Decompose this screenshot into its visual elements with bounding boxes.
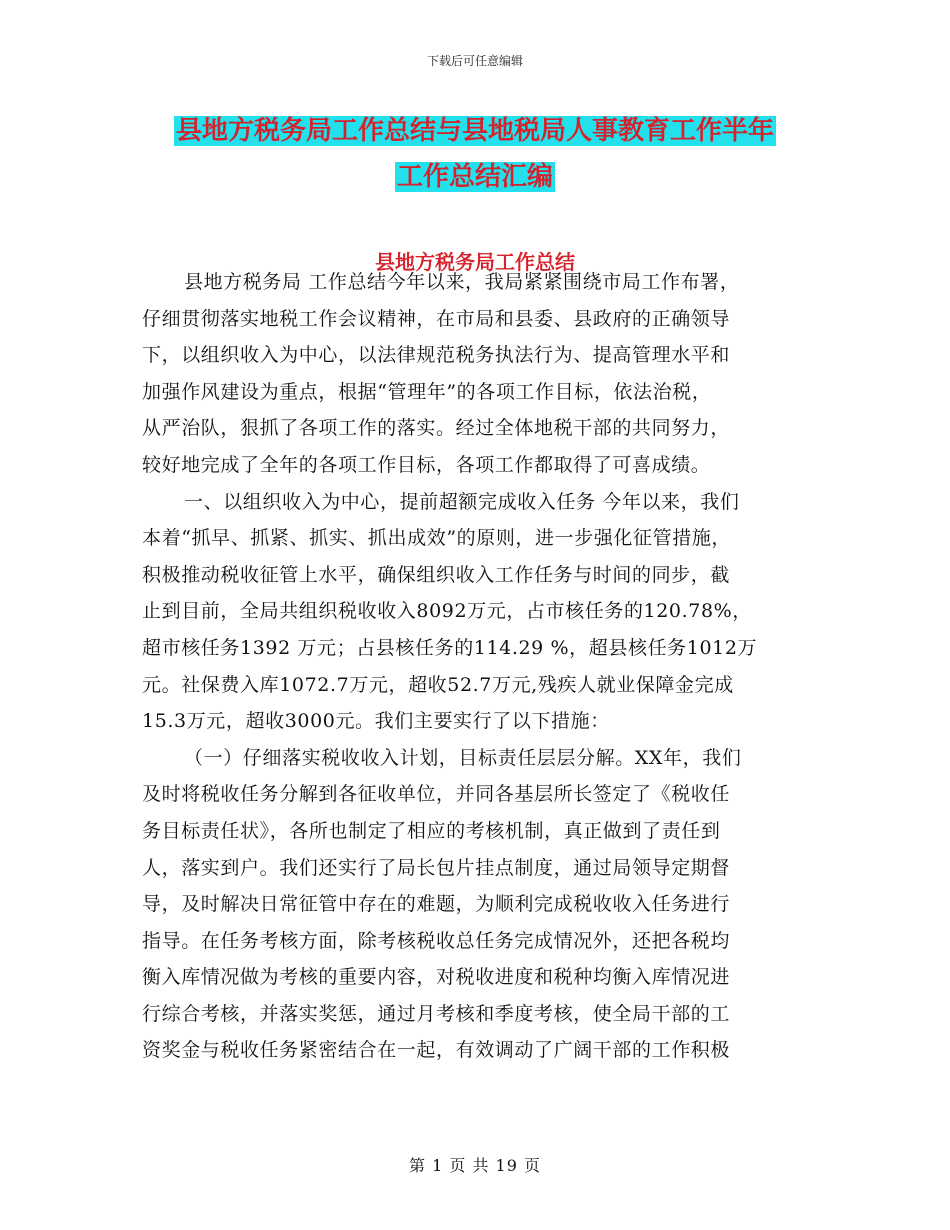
body-line: 加强作风建设为重点，根据“管理年”的各项工作目标，依法治税， bbox=[142, 380, 712, 403]
body-line: 衡入库情况做为考核的重要内容，对税收进度和税种均衡入库情况进 bbox=[142, 966, 731, 989]
body-line: （一）仔细落实税收收入计划，目标责任层层分解。XX年，我们 bbox=[184, 746, 742, 769]
body-line: 积极推动税收征管上水平，确保组织收入工作任务与时间的同步，截 bbox=[142, 563, 731, 586]
body-line: 人，落实到户。我们还实行了局长包片挂点制度，通过局领导定期督 bbox=[142, 856, 731, 879]
body-line: 较好地完成了全年的各项工作目标，各项工作都取得了可喜成绩。 bbox=[142, 453, 711, 476]
body-line: 止到目前，全局共组织税收收入8092万元，占市核任务的120.78%， bbox=[142, 600, 752, 623]
body-line: 本着“抓早、抓紧、抓实、抓出成效”的原则，进一步强化征管措施， bbox=[142, 527, 732, 550]
body-line: 仔细贯彻落实地税工作会议精神，在市局和县委、县政府的正确领导 bbox=[142, 307, 731, 330]
body-line: 从严治队，狠抓了各项工作的落实。经过全体地税干部的共同努力， bbox=[142, 417, 731, 440]
body-line: 15.3万元，超收3000元。我们主要实行了以下措施： bbox=[142, 710, 610, 733]
body-line: 超市核任务1392 万元；占县核任务的114.29 %，超县核任务1012万 bbox=[142, 636, 758, 659]
body-line: 下，以组织收入为中心，以法律规范税务执法行为、提高管理水平和 bbox=[142, 344, 731, 367]
body-line: 县地方税务局 工作总结今年以来，我局紧紧围绕市局工作布署， bbox=[184, 271, 740, 293]
body-line: 元。社保费入库1072.7万元，超收52.7万元,残疾人就业保障金完成 bbox=[142, 673, 734, 696]
body-line: 务目标责任状》，各所也制定了相应的考核机制，真正做到了责任到 bbox=[142, 819, 721, 842]
body-line: 指导。在任务考核方面，除考核税收总任务完成情况外，还把各税均 bbox=[142, 929, 731, 952]
body-text bbox=[142, 264, 814, 1069]
document-title-line-1: 县地方税务局工作总结与县地税局人事教育工作半年 bbox=[175, 116, 774, 146]
body-line: 及时将税收任务分解到各征收单位，并同各基层所长签定了《税收任 bbox=[142, 783, 731, 806]
body-line: 一、以组织收入为中心，提前超额完成收入任务 今年以来，我们 bbox=[184, 490, 740, 513]
section-title: 县地方税务局工作总结 bbox=[375, 250, 575, 274]
body-line: 导，及时解决日常征管中存在的难题，为顺利完成税收收入任务进行 bbox=[142, 893, 731, 916]
document-title-line-2: 工作总结汇编 bbox=[396, 162, 553, 192]
body-line: 资奖金与税收任务紧密结合在一起，有效调动了广阔干部的工作积极 bbox=[142, 1039, 731, 1062]
page-footer: 第 1 页 共 19 页 bbox=[409, 1156, 541, 1175]
body-line: 行综合考核，并落实奖惩，通过月考核和季度考核，使全局干部的工 bbox=[142, 1002, 731, 1025]
header-note: 下载后可任意编辑 bbox=[426, 54, 523, 68]
document-title bbox=[0, 108, 950, 200]
